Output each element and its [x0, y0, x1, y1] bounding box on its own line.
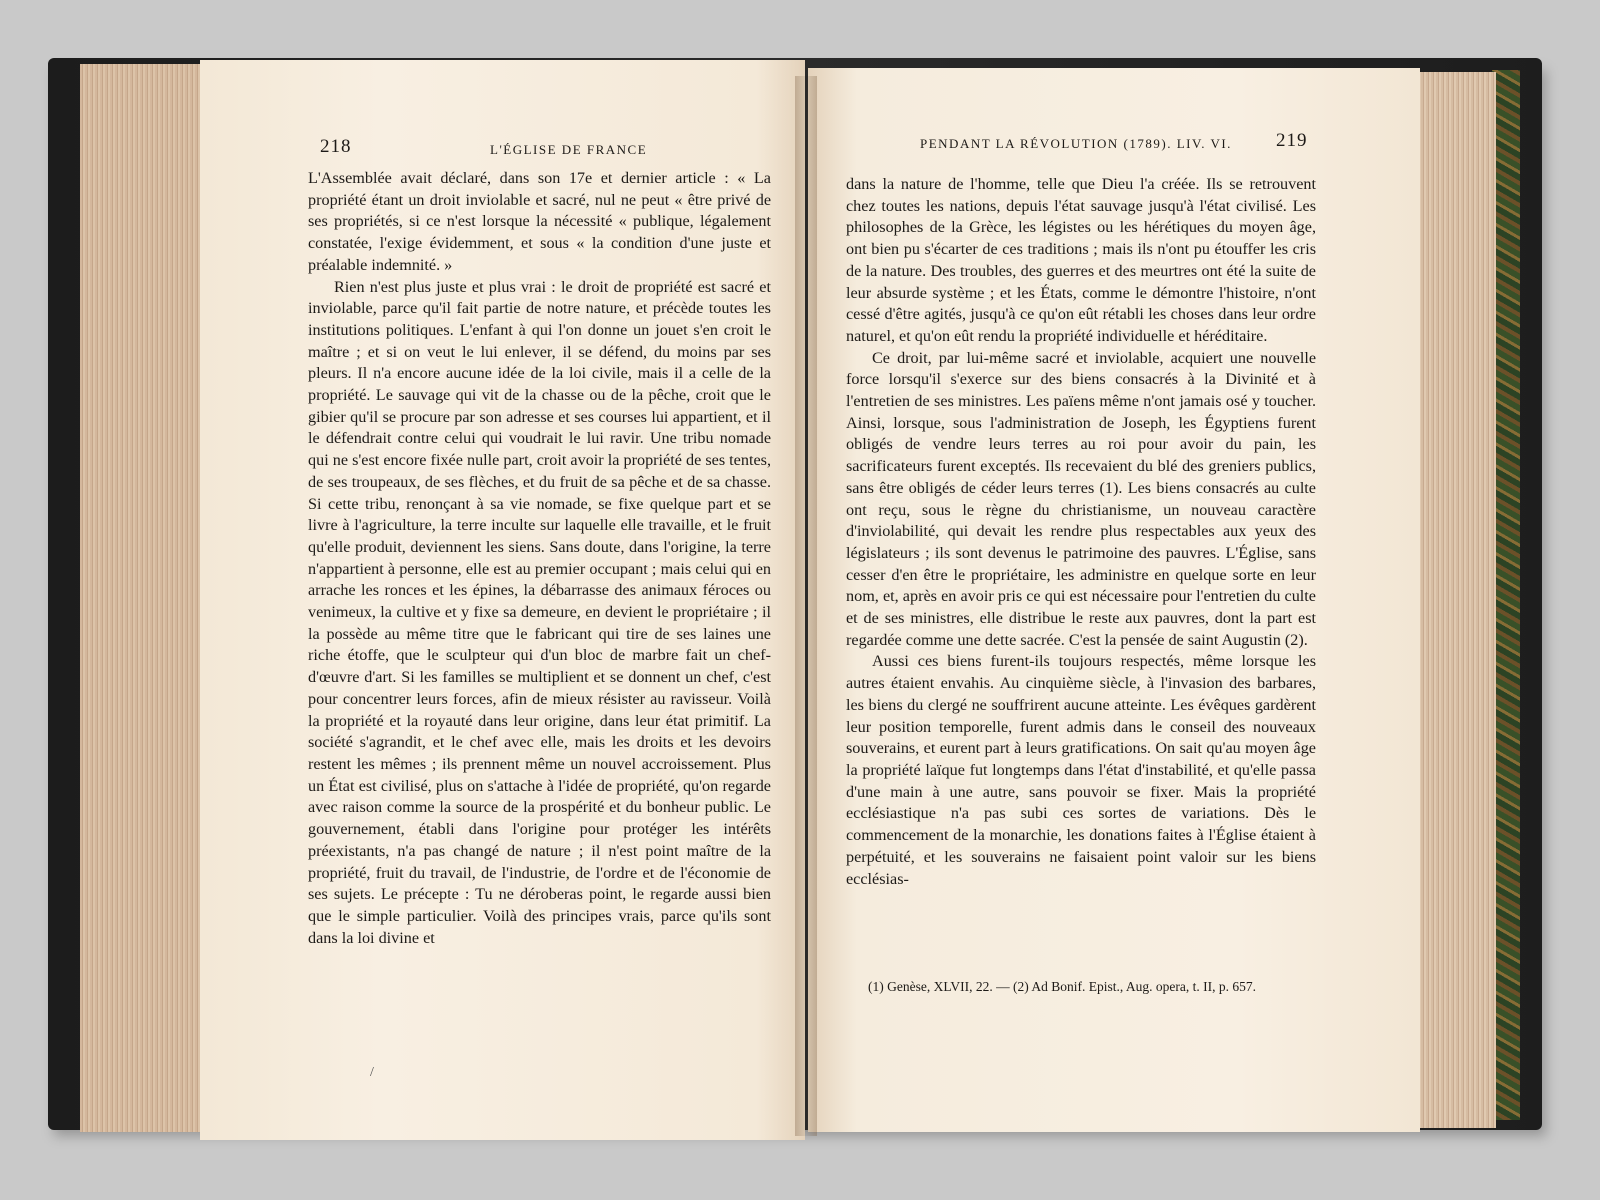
- footnote: (1) Genèse, XLVII, 22. — (2) Ad Bonif. Epist., Aug. opera, t. II, p. 657.: [868, 979, 1256, 994]
- left-paragraph-2: Rien n'est plus juste et plus vrai : le droit de propriété est sacré et inviolable, parce qu'il fait partie de notre nature, et précède toutes les institutions politiques. L'enfant à qui l'on donne un jouet s'en croit le maître ; et si on veut le lui enlever, il se défend, du moins par ses pleurs. Il n'a encore aucune idée de la loi civile, mais il a celle de la propriété. Le sauvage qui vit de la chasse ou de la pêche, croit que le gibier qu'il se procure par son adresse et ses courses lui appartient, et il le défendrait contre celui qui voudrait le lui ravir. Une tribu nomade qui ne s'est encore fixée nulle part, croit avoir la propriété de ses tentes, de ses troupeaux, de ses flèches, et du fruit de sa pêche et de sa chasse. Si cette tribu, renonçant à sa vie nomade, se fixe quelque part et se livre à l'agriculture, la terre inculte sur laquelle elle travaille, et le fruit qu'elle produit, deviennent les siens. Sans doute, dans l'origine, la terre n'appartient à personne, elle est au premier occupant ; mais celui qui en arrache les ronces et les épines, la débarrasse des animaux féroces ou venimeux, la cultive et y fixe sa demeure, en devient le propriétaire ; il la possède au même titre que le fabricant qui tire de ses laines une riche étoffe, que le sculpteur qui d'un bloc de marbre fait un chef-d'œuvre d'art. Si les familles se multiplient et se donnent un chef, c'est pour concentrer leurs forces, afin de mieux résister au ravisseur. Voilà la propriété et la royauté dans leur origine, dans leur état primitif. La société s'agrandit, et le chef avec elle, mais les droits et les devoirs restent les mêmes ; ils prennent même un nouvel accroissement. Plus un État est civilisé, plus on s'attache à l'idée de propriété, qu'on regarde avec raison comme la source de la prospérité et du bonheur public. Le gouvernement, établi dans l'origine pour protéger les intérêts préexistants, n'a pas changé de nature ; il n'est point maître de la propriété, fruit du travail, de l'industrie, de l'ordre et de l'économie de ses sujets. Le précepte : Tu ne déroberas point, le regarde aussi bien que le simple particulier. Voilà des principes vrais, parce qu'ils sont dans la loi divine et: [308, 277, 771, 947]
- stray-pencil-mark: /: [370, 1065, 374, 1080]
- right-page: [808, 68, 1420, 1132]
- right-body-text: [846, 174, 1316, 890]
- right-page-number: 219: [1276, 130, 1308, 151]
- right-paragraph-1: dans la nature de l'homme, telle que Dieu l'a créée. Ils se retrouvent chez toutes les nations, depuis l'état sauvage jusqu'à l'état civilisé. Les philosophes de la Grèce, les légistes ou les hérétiques du moyen âge, ont bien pu s'écarter de ces traditions ; mais ils n'ont pu étouffer les cris de la nature. Des troubles, des guerres et des meurtres ont été la suite de leur absurde système ; et les États, comme le démontre l'histoire, n'ont cessé d'être agités, jusqu'à ce qu'on eût rétabli les choses dans leur ordre naturel, et qu'on eût rendu la propriété individuelle et héréditaire.: [846, 175, 1316, 345]
- left-running-head: [200, 136, 805, 166]
- left-body-text: [308, 168, 771, 949]
- left-paragraph-1: L'Assemblée avait déclaré, dans son 17e et dernier article : « La propriété étant un droit inviolable et sacré, nul ne peut « être privé de ses propriétés, si ce n'est lorsque la nécessité « publique, légalement constatée, l'exige évidemment, et sous « la condition d'une juste et préalable indemnité. »: [308, 169, 771, 274]
- right-running-title: PENDANT LA RÉVOLUTION (1789). LIV. VI.: [920, 136, 1232, 151]
- left-running-title: L'ÉGLISE DE FRANCE: [490, 142, 648, 157]
- page-edges-left: [80, 64, 210, 1132]
- right-running-head: [808, 130, 1420, 160]
- left-page: [200, 60, 805, 1140]
- right-paragraph-2: Ce droit, par lui-même sacré et inviolable, acquiert une nouvelle force lorsqu'il s'exerce sur des biens consacrés à la Divinité et à l'entretien de ses ministres. Les païens même n'ont jamais osé y toucher. Ainsi, lorsque, sous l'administration de Joseph, les Égyptiens furent obligés de vendre leurs terres au roi pour avoir du pain, les sacrificateurs furent exceptés. Ils recevaient du blé des greniers publics, sans être obligés de céder leurs terres (1). Les biens consacrés au culte ont reçu, sous le règne du christianisme, un nouveau caractère d'inviolabilité, qui devait les rendre plus respectables aux yeux des législateurs ; ils sont devenus le patrimoine des pauvres. L'Église, sans cesser d'en être le propriétaire, les administre en quelque sorte en leur nom, et, après en avoir pris ce qui est nécessaire pour l'entretien du culte et de ses ministres, elle distribue le reste aux pauvres, dont la part est regardée comme une dette sacrée. C'est la pensée de saint Augustin (2).: [846, 348, 1316, 649]
- left-page-number: 218: [320, 136, 352, 157]
- right-paragraph-3: Aussi ces biens furent-ils toujours respectés, même lorsque les autres étaient envahis. Au cinquième siècle, à l'invasion des barbares, les biens du clergé ne souffrirent aucune atteinte. Les évêques gardèrent leur position temporelle, furent admis dans le conseil des nouveaux souverains, et eurent part à leurs gratifications. On sait qu'au moyen âge la propriété laïque fut longtemps dans l'état d'instabilité, et qu'elle passa d'une main à une autre, sans pouvoir se fixer. Mais la propriété ecclésiastique n'a pas subi ces sortes de variations. Dès le commencement de la monarchie, les donations faites à l'Église étaient à perpétuité, et les souverains ne faisaient point valoir sur les biens ecclésias-: [846, 652, 1316, 888]
- marbled-endpaper: [1492, 70, 1520, 1120]
- page-edges-right: [1416, 72, 1496, 1128]
- book-gutter: [795, 76, 817, 1136]
